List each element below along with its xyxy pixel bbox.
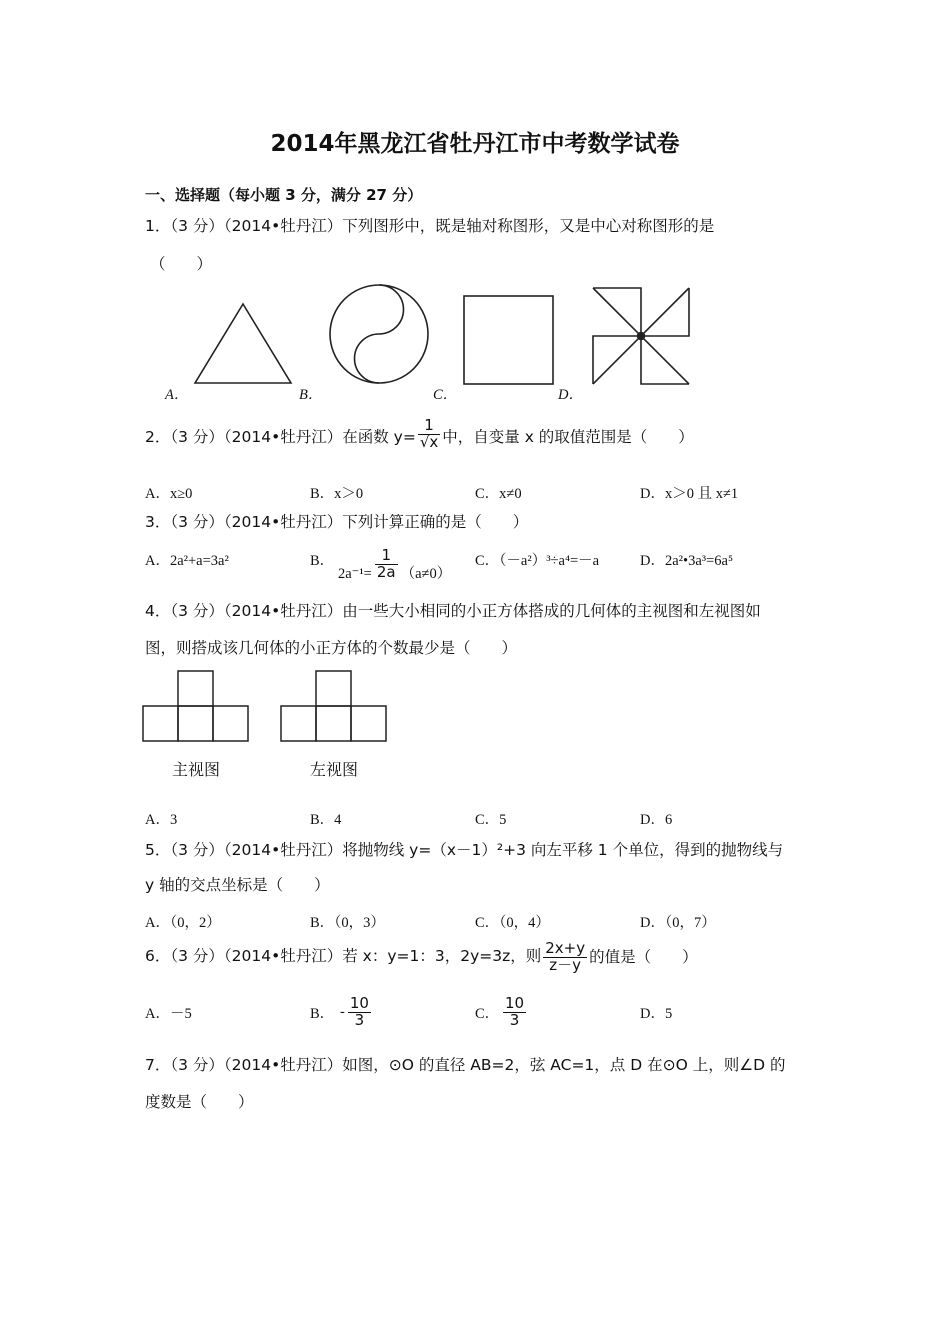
q2-option-b: B．x＞0	[310, 486, 364, 502]
square-figure	[464, 296, 553, 384]
q4-option-d: D．6	[640, 812, 673, 828]
q3-option-a: A．2a²+a=3a²	[145, 553, 229, 569]
q3-option-c: C．（－a²）³÷a⁴=－a	[475, 553, 600, 569]
q5-stem-line2: y 轴的交点坐标是（ ）	[145, 876, 330, 894]
q7-stem-line2: 度数是（ ）	[145, 1093, 254, 1111]
q6-option-c-label: C．	[475, 1006, 500, 1022]
q4-option-a: A．3	[145, 812, 178, 828]
q5-option-a: A．（0，2）	[145, 915, 221, 931]
q5-option-b: B．（0，3）	[310, 915, 385, 931]
q4-stem-line1: 4．（3 分）（2014•牡丹江）由一些大小相同的小正方体搭成的几何体的主视图和左视图如	[145, 602, 761, 620]
triangle-figure	[195, 304, 291, 383]
front-view-caption: 主视图	[172, 760, 221, 779]
q6-option-b: - $\frac{10}{3}$	[340, 994, 369, 1029]
q1-blank: （ ）	[150, 255, 213, 273]
q6-option-a: A．－5	[145, 1006, 192, 1022]
q3-stem: 3．（3 分）（2014•牡丹江）下列计算正确的是（ ）	[145, 513, 529, 531]
left-view-caption: 左视图	[310, 760, 359, 779]
q4-stem-line2: 图，则搭成该几何体的小正方体的个数最少是（ ）	[145, 639, 518, 657]
q1-label-d: D．	[558, 387, 583, 403]
page-title: 2014年黑龙江省牡丹江市中考数学试卷	[270, 131, 680, 157]
q5-option-c: C．（0，4）	[475, 915, 550, 931]
yinyang-figure	[330, 285, 428, 383]
q1-label-b: B．	[299, 387, 323, 403]
q1-stem: 1．（3 分）（2014•牡丹江）下列图形中，既是轴对称图形，又是中心对称图形的是	[145, 217, 715, 235]
q3-option-b: 2a⁻¹= $\frac{1}{2a}$ （a≠0）	[338, 546, 452, 582]
q1-label-a: A．	[165, 387, 189, 403]
section-heading: 一、选择题（每小题 3 分，满分 27 分）	[145, 186, 423, 204]
q2-stem: 2．（3 分）（2014•牡丹江）在函数 y= $\frac{1}{√x}$ 中，自变量 x 的取值范围是（ ）	[145, 416, 694, 451]
q2-option-c: C．x≠0	[475, 486, 522, 502]
pinwheel-figure	[593, 288, 689, 384]
q4-views	[140, 668, 400, 746]
q2-option-d: D．x＞0 且 x≠1	[640, 486, 739, 502]
q6-option-b-label: B．	[310, 1006, 335, 1022]
q6-option-c: $\frac{10}{3}$	[505, 994, 525, 1029]
front-view-figure	[143, 671, 248, 741]
q5-option-d: D．（0，7）	[640, 915, 716, 931]
q3-option-d: D．2a²•3a³=6a⁵	[640, 553, 734, 569]
q7-stem-line1: 7．（3 分）（2014•牡丹江）如图，⊙O 的直径 AB=2，弦 AC=1，点 D 在⊙O 上，则∠D 的	[145, 1056, 786, 1074]
q1-figures	[140, 282, 720, 392]
q2-option-a: A．x≥0	[145, 486, 193, 502]
q5-stem-line1: 5．（3 分）（2014•牡丹江）将抛物线 y=（x－1）²+3 向左平移 1 个单位，得到的抛物线与	[145, 841, 784, 859]
left-view-figure	[281, 671, 386, 741]
q4-option-b: B．4	[310, 812, 342, 828]
q6-stem: 6．（3 分）（2014•牡丹江）若 x：y=1：3，2y=3z，则 $\frac{2x+y}{z-y}$ 的值是（ ）	[145, 939, 698, 974]
q4-option-c: C．5	[475, 812, 507, 828]
q1-label-c: C．	[433, 387, 458, 403]
q3-option-b-label: B．	[310, 553, 335, 569]
q6-option-d: D．5	[640, 1006, 673, 1022]
